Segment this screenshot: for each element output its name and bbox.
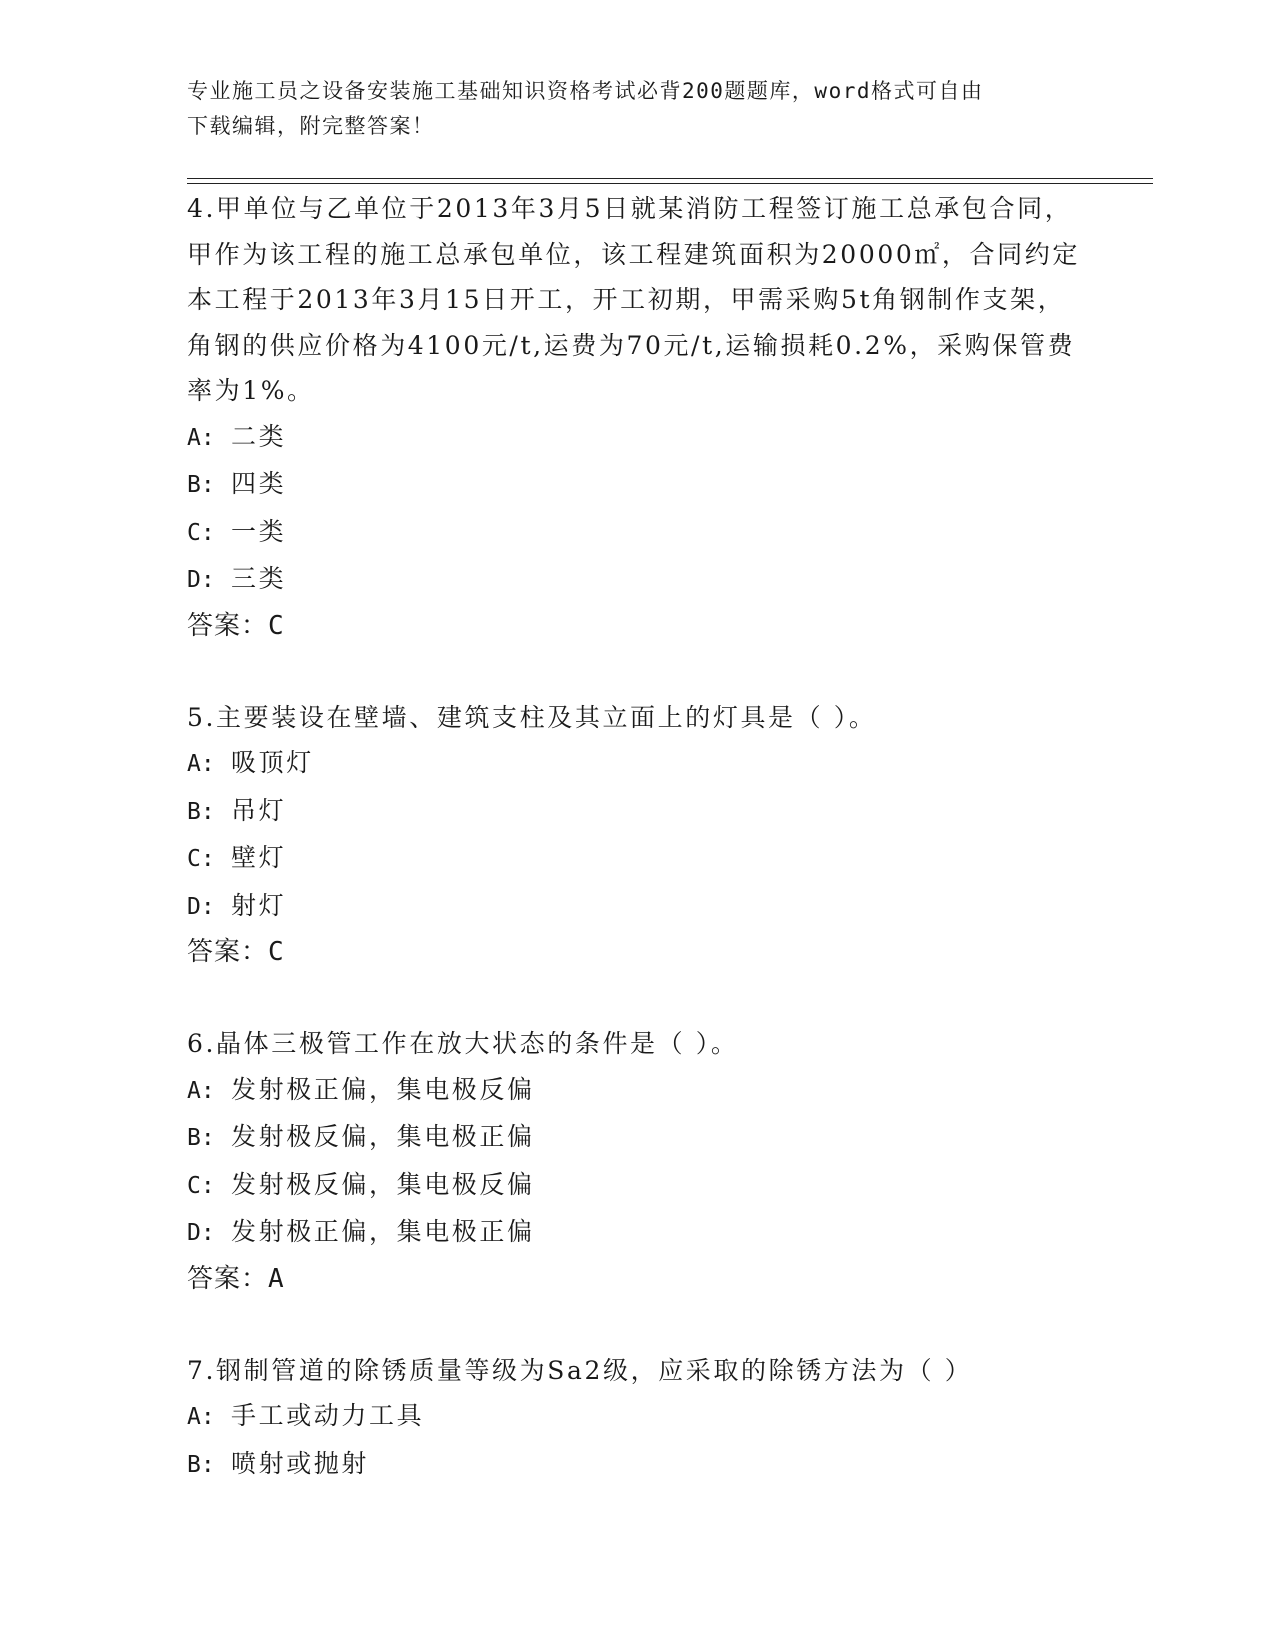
option-d [187,883,1087,931]
header-divider-top [187,178,1153,179]
option-letter: C: [187,1172,215,1199]
document-header [187,74,1067,144]
option-text: 发射极正偏，集电极反偏 [231,1074,535,1104]
option-letter: A: [187,1404,215,1430]
option-letter: A: [187,424,215,451]
option-text: 发射极反偏，集电极反偏 [231,1169,535,1199]
option-text: 吸顶灯 [231,748,314,777]
answer-value: A [268,1263,285,1294]
option-text: 一类 [231,516,287,546]
option-a [187,1067,1087,1115]
option-b [187,1441,1087,1489]
question-list [187,186,1087,1488]
option-text: 壁灯 [231,843,287,872]
option-a [187,740,1087,788]
option-letter: B: [187,472,215,498]
option-text: 四类 [231,469,287,498]
answer-line [187,1257,1087,1303]
answer-label: 答案： [187,937,269,967]
question-block [187,186,1087,649]
option-letter: B: [187,1125,215,1151]
answer-line [187,930,1087,976]
question-spacer [187,1302,1087,1348]
question-block [187,1348,1087,1489]
option-letter: C: [187,519,215,546]
option-b [187,788,1087,836]
option-text: 喷射或抛射 [231,1448,370,1478]
option-c [187,509,1087,557]
option-letter: A: [187,751,215,777]
option-text: 发射极反偏，集电极正偏 [231,1122,535,1151]
option-text: 吊灯 [231,795,287,825]
option-d [187,1209,1087,1257]
option-letter: B: [187,798,215,825]
question-block [187,695,1087,976]
question-stem: 5.主要装设在壁墙、建筑支柱及其立面上的灯具是（ ）。 [187,702,877,732]
option-letter: D: [187,893,215,920]
option-b [187,461,1087,509]
answer-line [187,604,1087,650]
question-spacer [187,649,1087,695]
question-stem: 4.甲单位与乙单位于2013年3月5日就某消防工程签订施工总承包合同，甲作为该工程的施工总承包单位，该工程建筑面积为20000㎡，合同约定本工程于2013年3月15日开工，开工初期，甲需采购5t角钢制作支架，角钢的供应价格为4100元/t,运费为70元/t,运输损耗0.2%，采购保管费率为1%。 [187,194,1080,405]
answer-value: C [268,610,285,641]
question-stem: 6.晶体三极管工作在放大状态的条件是（ ）。 [187,1029,739,1058]
question-stem: 7.钢制管道的除锈质量等级为Sa2级，应采取的除锈方法为（ ） [187,1355,973,1385]
option-letter: C: [187,846,215,872]
option-text: 射灯 [231,890,287,920]
answer-label: 答案： [187,1263,269,1294]
option-c [187,1162,1087,1210]
header-line-2: 下载编辑，附完整答案！ [187,114,435,138]
header-divider-bottom [187,183,1153,184]
answer-value: C [268,937,285,967]
option-text: 三类 [231,564,287,593]
option-letter: A: [187,1077,215,1104]
option-letter: B: [187,1451,215,1478]
question-spacer [187,976,1087,1022]
option-text: 二类 [231,421,287,451]
option-b [187,1114,1087,1162]
option-letter: D: [187,1220,215,1246]
option-a [187,414,1087,462]
option-letter: D: [187,567,215,593]
option-a [187,1393,1087,1441]
answer-label: 答案： [187,610,269,641]
option-text: 手工或动力工具 [231,1401,425,1430]
option-d [187,556,1087,604]
question-block [187,1021,1087,1302]
header-line-1: 专业施工员之设备安装施工基础知识资格考试必背200题题库，word格式可自由 [187,79,984,103]
option-c [187,835,1087,883]
option-text: 发射极正偏，集电极正偏 [231,1217,535,1246]
